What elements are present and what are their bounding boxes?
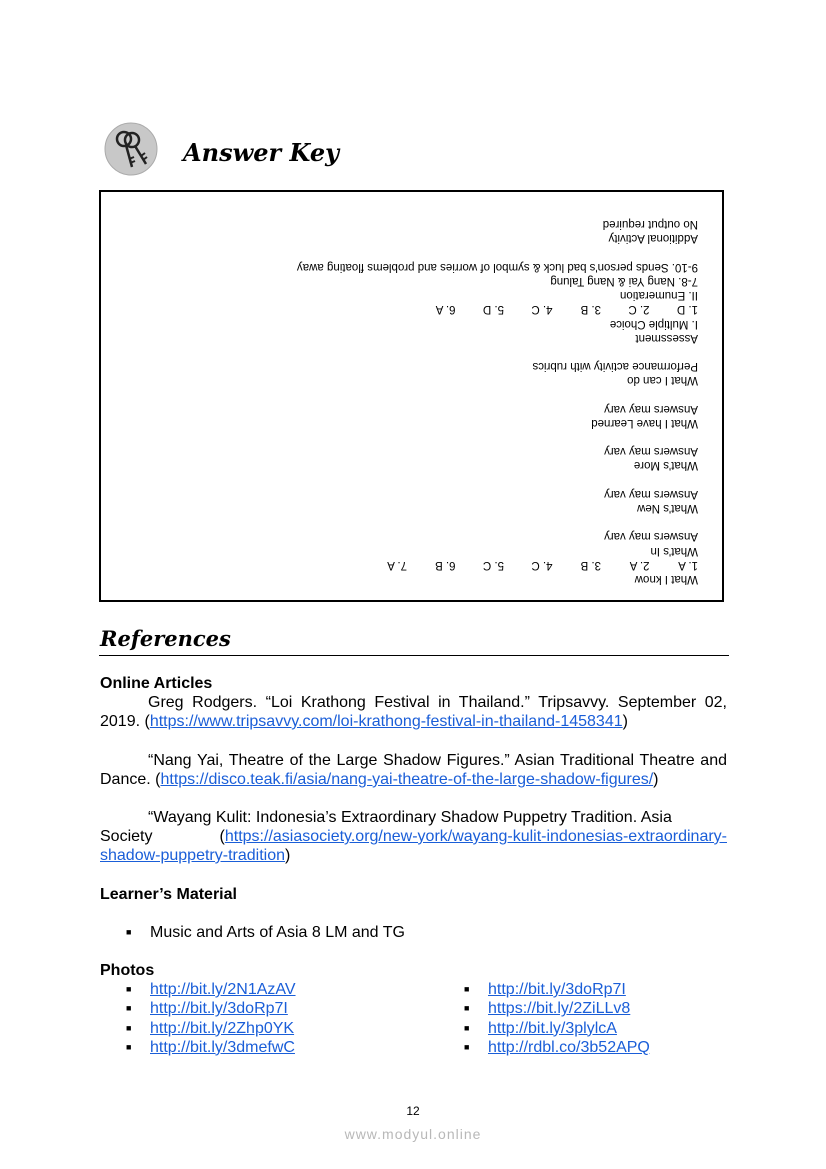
- list-item: [462, 1019, 650, 1038]
- bullet-icon: ■: [464, 1022, 470, 1033]
- references-divider: [99, 655, 729, 656]
- answer-choice: 5. C: [482, 558, 504, 571]
- answer-gap: [111, 430, 698, 444]
- article-1-close: ): [622, 713, 628, 730]
- answer-choice: 4. C: [531, 303, 553, 316]
- list-item: [124, 923, 405, 942]
- answer-line: II. Enumeration: [620, 289, 698, 302]
- references-title: References: [100, 626, 231, 651]
- answer-key-content: [111, 217, 698, 586]
- answer-line: Answers may vary: [604, 530, 698, 543]
- answer-line: No output required: [602, 218, 698, 231]
- learners-material-list: [124, 923, 405, 942]
- answer-line: Additional Activity: [608, 232, 698, 245]
- answer-gap: [111, 246, 698, 260]
- photo-link[interactable]: http://rdbl.co/3b52APQ: [488, 1038, 650, 1056]
- photo-link[interactable]: http://bit.ly/3doRp7I: [488, 981, 626, 998]
- answer-line: Answers may vary: [604, 445, 698, 458]
- article-2-close: ): [653, 771, 659, 788]
- answer-choice: 7. A: [387, 558, 407, 571]
- answer-line: Answers may vary: [604, 487, 698, 500]
- answer-section-label: What I know: [634, 573, 698, 585]
- article-3-line-2: Society (https://asiasociety.org/new-york/wayang-kulit-indonesias-extraordinary-: [100, 828, 727, 845]
- list-item: [124, 1038, 296, 1057]
- learner-item-text: Music and Arts of Asia 8 LM and TG: [150, 924, 405, 941]
- photos-heading: Photos: [100, 962, 155, 979]
- bullet-icon: ■: [126, 984, 132, 995]
- answer-choices-row: [111, 558, 698, 572]
- article-3-source: Society: [100, 828, 153, 845]
- answer-line: What I can do: [627, 374, 698, 387]
- bullet-icon: ■: [126, 927, 132, 938]
- answer-key-box: [99, 190, 724, 602]
- answer-choice: 4. C: [531, 558, 553, 571]
- watermark: www.modyul.online: [344, 1126, 482, 1142]
- page-number: 12: [406, 1104, 420, 1118]
- article-3-link[interactable]: https://asiasociety.org/new-york/wayang-kulit-indonesias-extraordinary-: [224, 828, 727, 845]
- answer-choice: 1. A: [678, 558, 698, 571]
- answer-choice: 2. C: [628, 303, 650, 316]
- article-3-line-1: [100, 808, 727, 827]
- photos-list-right: [462, 980, 650, 1057]
- bullet-icon: ■: [126, 1022, 132, 1033]
- answer-line: What's New: [637, 502, 698, 515]
- article-1: [100, 693, 727, 731]
- answer-line: I. Multiple Choice: [609, 317, 698, 330]
- answer-line: 9-10. Sends person's bad luck & symbol of worries and problems floating away: [296, 260, 698, 273]
- bullet-icon: ■: [464, 1042, 470, 1052]
- answer-gap: [111, 515, 698, 529]
- bullet-icon: ■: [126, 1003, 132, 1014]
- list-item: [462, 999, 650, 1018]
- answer-gap: [111, 473, 698, 487]
- page-title: Answer Key: [183, 138, 340, 167]
- answer-choice: 1. D: [676, 303, 698, 316]
- article-2-link[interactable]: https://disco.teak.fi/asia/nang-yai-theatre-of-the-large-shadow-figures/: [160, 771, 654, 788]
- article-3: [100, 808, 727, 865]
- answer-choices-row: [111, 302, 698, 316]
- list-item: [124, 1019, 296, 1038]
- list-item: [124, 999, 296, 1018]
- answer-choice: 6. B: [435, 558, 456, 571]
- list-item: [124, 980, 296, 999]
- answer-gap: [111, 387, 698, 401]
- answer-line: 7-8. Nang Yai & Nang Talung: [550, 275, 698, 288]
- article-3-text: “Wayang Kulit: Indonesia’s Extraordinary Shadow Puppetry Tradition. Asia: [148, 809, 672, 826]
- article-3-close: ): [285, 847, 291, 864]
- bullet-icon: ■: [464, 1003, 470, 1014]
- online-articles-heading: Online Articles: [100, 675, 213, 692]
- answer-line: What's More: [633, 459, 698, 472]
- article-3-line-3: [100, 846, 727, 865]
- photo-link[interactable]: http://bit.ly/3dmefwC: [150, 1038, 295, 1056]
- list-item: [462, 980, 650, 999]
- photos-list-left: [124, 980, 296, 1057]
- answer-choice: 3. B: [580, 303, 601, 316]
- answer-choice: 2. A: [629, 558, 650, 571]
- answer-line: What I have Learned: [591, 416, 698, 429]
- photo-link[interactable]: http://bit.ly/3doRp7I: [150, 1000, 288, 1018]
- photo-link[interactable]: http://bit.ly/3plylcA: [488, 1019, 617, 1037]
- answer-gap: [111, 345, 698, 359]
- photo-link[interactable]: http://bit.ly/2Zhp0YK: [150, 1019, 295, 1037]
- answer-choice: 6. A: [435, 303, 456, 316]
- keys-icon: [104, 122, 158, 176]
- answer-line: Assessment: [635, 331, 698, 344]
- article-1-text: Greg Rodgers. “Loi Krathong Festival in Thailand.” Tripsavvy. September 02, 2019. (: [100, 694, 727, 730]
- answer-line: Performance activity with rubrics: [532, 360, 698, 373]
- answer-choice: 3. B: [580, 558, 601, 571]
- learners-material-heading: Learner’s Material: [100, 886, 237, 903]
- bullet-icon: ■: [126, 1042, 132, 1052]
- answer-line: What's In: [650, 544, 698, 557]
- article-2-text: “Nang Yai, Theatre of the Large Shadow Figures.” Asian Traditional Theatre and Dance. (: [100, 752, 727, 788]
- answer-choice: 5. D: [482, 303, 504, 316]
- article-2: [100, 751, 727, 789]
- list-item: [462, 1038, 650, 1057]
- photo-link[interactable]: http://bit.ly/2N1AzAV: [150, 981, 296, 998]
- bullet-icon: ■: [464, 984, 470, 995]
- answer-line: Answers may vary: [604, 402, 698, 415]
- article-3-link-cont[interactable]: shadow-puppetry-tradition: [100, 847, 285, 864]
- photo-link[interactable]: https://bit.ly/2ZiLLv8: [488, 1000, 631, 1018]
- article-1-link[interactable]: https://www.tripsavvy.com/loi-krathong-festival-in-thailand-1458341: [149, 713, 623, 730]
